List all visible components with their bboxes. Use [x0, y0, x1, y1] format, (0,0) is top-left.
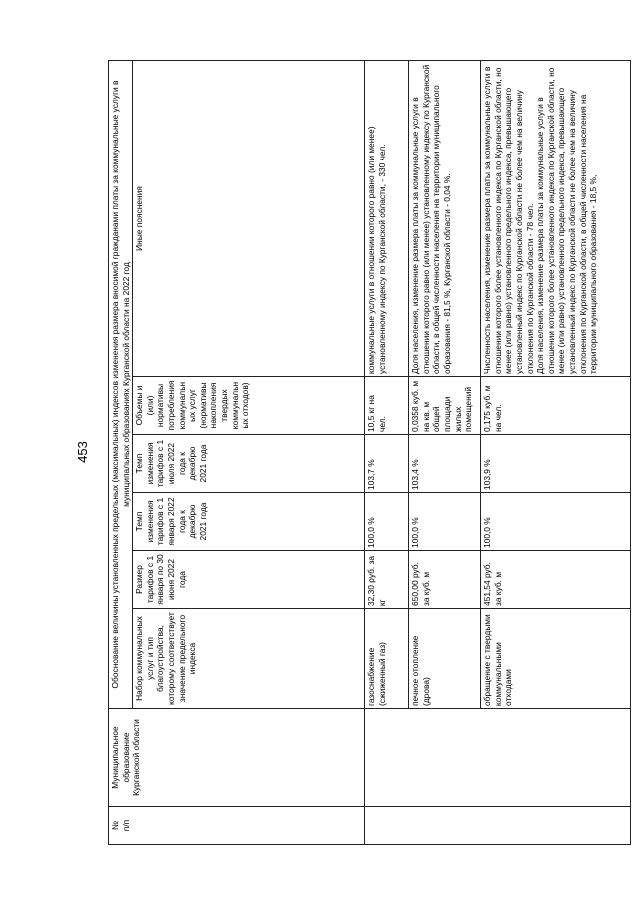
cell-service: печное отопление (дрова)	[409, 609, 481, 709]
header-number: № п/п	[109, 807, 365, 845]
cell-change-jan: 100,0 %	[365, 493, 409, 551]
header-tariff-size: Размер тарифов с 1 января по 30 июня 2022 года	[133, 551, 365, 609]
header-municipality: Муниципальное образование Курганской области	[109, 709, 365, 807]
cell-change-jul: 103,4 %	[409, 435, 481, 493]
header-volumes: Объемы и (или) нормативы потребления коммунальных услуг (нормативы накопления твердых коммунальных отходов)	[133, 377, 365, 435]
cell-volumes: 10,5 кг на чел.	[365, 377, 409, 435]
cell-volumes: 0,175 куб. м на чел.	[481, 377, 631, 435]
cell-tariff-size: 451,54 руб. за куб. м	[481, 551, 631, 609]
justification-table	[108, 60, 631, 845]
cell-change-jul: 103,7 %	[365, 435, 409, 493]
cell-volumes: 0,0358 куб. м на кв. м общей площади жилых помещений	[409, 377, 481, 435]
cell-notes: коммунальные услуги в отношении которого равно (или менее) установленному индексу по Курганской области, - 330 чел.	[365, 61, 409, 377]
cell-tariff-size: 32,30 руб. за кг	[365, 551, 409, 609]
header-change-jan: Темп изменения тарифов с 1 января 2022 года к декабрю 2021 года	[133, 493, 365, 551]
header-notes: Иные пояснения	[133, 61, 365, 377]
cell-service: обращение с твердыми коммунальными отходами	[481, 609, 631, 709]
cell-tariff-size: 650,00 руб. за куб. м	[409, 551, 481, 609]
cell-notes: Численность населения, изменение размера платы за коммунальные услуги в отношении которого более установленного индекса по Курганской области, но менее (или равно) установленного предельного индекса, превышающего установленный индекс по Курганской области не более чем на величину отклонения по Курганской области - 78 чел. Доля населения, изменение размера платы за коммунальные услуги в отношении которого более установленного индекса по Курганской области, но менее (или равно) установленного предельного индекса, превышающего установленный индекс по Курганской области не более чем на величину отклонения по Курганской области, в общей численности населения на территории муниципального образования - 18,5 %,	[481, 61, 631, 377]
page-number: 453	[75, 441, 90, 463]
cell-service: газоснабжение (сжиженный газ)	[365, 609, 409, 709]
header-row-1	[109, 61, 133, 845]
table-title: Обоснование величины установленных предельных (максимальных) индексов изменения размера вносимой гражданами платы за коммунальные услуги в муниципальных образованиях Курганской области на 2022 год	[109, 61, 133, 709]
header-service: Набор коммунальных услуг и тип благоустройства, которому соответствует значение предельного индекса	[133, 609, 365, 709]
cell-notes: Доля населения, изменение размера платы за коммунальные услуги в отношении которого равно (или менее) установленному индексу по Курганской области, в общей численности населения на территории муниципального образования - 81,5 %, Курганской области - 0,04 %.	[409, 61, 481, 377]
table-row	[365, 61, 409, 845]
cell-change-jul: 103,9 %	[481, 435, 631, 493]
rotated-page-content	[108, 61, 608, 845]
cell-change-jan: 100,0 %	[481, 493, 631, 551]
cell-number	[365, 807, 631, 845]
cell-change-jan: 100,0 %	[409, 493, 481, 551]
cell-municipality	[365, 709, 631, 807]
header-change-jul: Темп изменения тарифов с 1 июля 2022 года к декабрю 2021 года	[133, 435, 365, 493]
